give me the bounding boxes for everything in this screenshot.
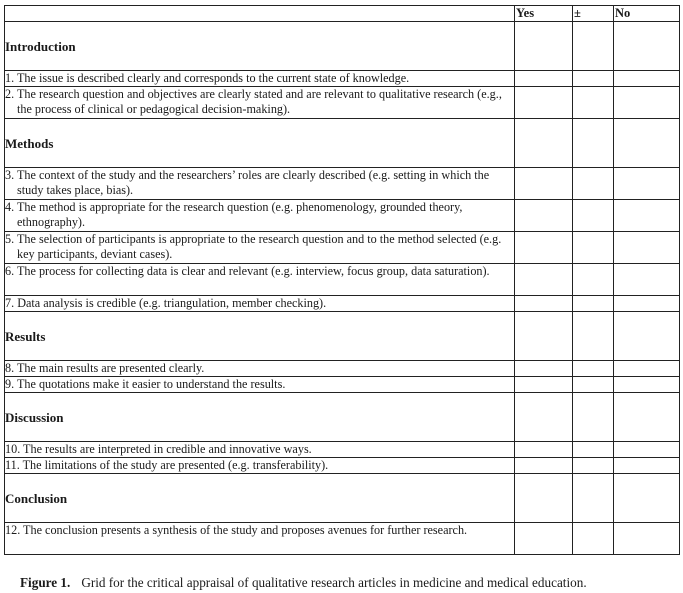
- section-title: Methods: [5, 119, 515, 168]
- no-cell[interactable]: [614, 312, 680, 361]
- plusminus-cell[interactable]: [573, 523, 614, 555]
- criterion-row: [5, 232, 680, 264]
- criterion-text: 10. The results are interpreted in credible and innovative ways.: [5, 442, 312, 456]
- yes-cell[interactable]: [515, 377, 573, 393]
- yes-cell[interactable]: [515, 232, 573, 264]
- plusminus-cell[interactable]: [573, 232, 614, 264]
- plusminus-cell[interactable]: [573, 264, 614, 296]
- criterion-text: 7. Data analysis is credible (e.g. triangulation, member checking).: [5, 296, 327, 310]
- header-plusminus: ±: [573, 6, 614, 22]
- plusminus-cell[interactable]: [573, 296, 614, 312]
- caption-text: Grid for the critical appraisal of qualitative research articles in medicine and medical education.: [81, 575, 587, 590]
- no-cell[interactable]: [614, 200, 680, 232]
- no-cell[interactable]: [614, 71, 680, 87]
- section-row-discussion: [5, 393, 680, 442]
- figure-caption: [20, 575, 587, 591]
- criterion-text: 2. The research question and objectives are clearly stated and are relevant to qualitative research (e.g., the process of clinical or pedagogical decision-making).: [5, 87, 502, 116]
- yes-cell[interactable]: [515, 168, 573, 200]
- plusminus-cell[interactable]: [573, 377, 614, 393]
- appraisal-grid: [4, 5, 679, 555]
- no-cell[interactable]: [614, 119, 680, 168]
- criterion-text: 12. The conclusion presents a synthesis of the study and proposes avenues for further research.: [5, 523, 468, 537]
- plusminus-cell[interactable]: [573, 22, 614, 71]
- criterion-row: [5, 377, 680, 393]
- plusminus-cell[interactable]: [573, 393, 614, 442]
- criterion-row: [5, 168, 680, 200]
- plusminus-cell[interactable]: [573, 361, 614, 377]
- criterion-text: 11. The limitations of the study are presented (e.g. transferability).: [5, 458, 329, 472]
- section-row-conclusion: [5, 474, 680, 523]
- header-no: No: [614, 6, 680, 22]
- plusminus-cell[interactable]: [573, 119, 614, 168]
- criterion-row: [5, 361, 680, 377]
- criterion-text: 9. The quotations make it easier to understand the results.: [5, 377, 286, 391]
- no-cell[interactable]: [614, 474, 680, 523]
- section-row-methods: [5, 119, 680, 168]
- yes-cell[interactable]: [515, 296, 573, 312]
- plusminus-cell[interactable]: [573, 458, 614, 474]
- no-cell[interactable]: [614, 458, 680, 474]
- caption-label: Figure 1.: [20, 575, 71, 590]
- plusminus-cell[interactable]: [573, 442, 614, 458]
- no-cell[interactable]: [614, 22, 680, 71]
- no-cell[interactable]: [614, 523, 680, 555]
- plusminus-cell[interactable]: [573, 200, 614, 232]
- criterion-text: 6. The process for collecting data is clear and relevant (e.g. interview, focus group, data saturation).: [5, 264, 490, 278]
- yes-cell[interactable]: [515, 264, 573, 296]
- yes-cell[interactable]: [515, 458, 573, 474]
- yes-cell[interactable]: [515, 22, 573, 71]
- no-cell[interactable]: [614, 442, 680, 458]
- yes-cell[interactable]: [515, 474, 573, 523]
- yes-cell[interactable]: [515, 119, 573, 168]
- no-cell[interactable]: [614, 264, 680, 296]
- section-row-introduction: [5, 22, 680, 71]
- criterion-text: 4. The method is appropriate for the research question (e.g. phenomenology, grounded theory, ethnography).: [5, 200, 463, 229]
- criterion-row: [5, 200, 680, 232]
- plusminus-cell[interactable]: [573, 71, 614, 87]
- plusminus-cell[interactable]: [573, 168, 614, 200]
- criterion-row: [5, 523, 680, 555]
- section-title: Discussion: [5, 393, 515, 442]
- section-title: Results: [5, 312, 515, 361]
- criterion-row: [5, 87, 680, 119]
- yes-cell[interactable]: [515, 361, 573, 377]
- yes-cell[interactable]: [515, 312, 573, 361]
- no-cell[interactable]: [614, 168, 680, 200]
- yes-cell[interactable]: [515, 200, 573, 232]
- no-cell[interactable]: [614, 393, 680, 442]
- no-cell[interactable]: [614, 87, 680, 119]
- header-criterion-cell: [5, 6, 515, 22]
- plusminus-cell[interactable]: [573, 312, 614, 361]
- no-cell[interactable]: [614, 296, 680, 312]
- section-title: Conclusion: [5, 474, 515, 523]
- appraisal-table: [4, 5, 680, 555]
- criterion-text: 8. The main results are presented clearly.: [5, 361, 205, 375]
- criterion-row: [5, 71, 680, 87]
- criterion-row: [5, 458, 680, 474]
- yes-cell[interactable]: [515, 71, 573, 87]
- criterion-text: 1. The issue is described clearly and corresponds to the current state of knowledge.: [5, 71, 410, 85]
- criterion-text: 5. The selection of participants is appropriate to the research question and to the method selected (e.g. key participants, deviant cases).: [5, 232, 502, 261]
- no-cell[interactable]: [614, 361, 680, 377]
- no-cell[interactable]: [614, 232, 680, 264]
- yes-cell[interactable]: [515, 87, 573, 119]
- section-title: Introduction: [5, 22, 515, 71]
- yes-cell[interactable]: [515, 393, 573, 442]
- yes-cell[interactable]: [515, 442, 573, 458]
- header-yes: Yes: [515, 6, 573, 22]
- header-row: [5, 6, 680, 22]
- criterion-row: [5, 296, 680, 312]
- plusminus-cell[interactable]: [573, 87, 614, 119]
- yes-cell[interactable]: [515, 523, 573, 555]
- criterion-row: [5, 442, 680, 458]
- criterion-text: 3. The context of the study and the researchers’ roles are clearly described (e.g. setting in which the study takes place, bias).: [5, 168, 490, 197]
- no-cell[interactable]: [614, 377, 680, 393]
- section-row-results: [5, 312, 680, 361]
- criterion-row: [5, 264, 680, 296]
- plusminus-cell[interactable]: [573, 474, 614, 523]
